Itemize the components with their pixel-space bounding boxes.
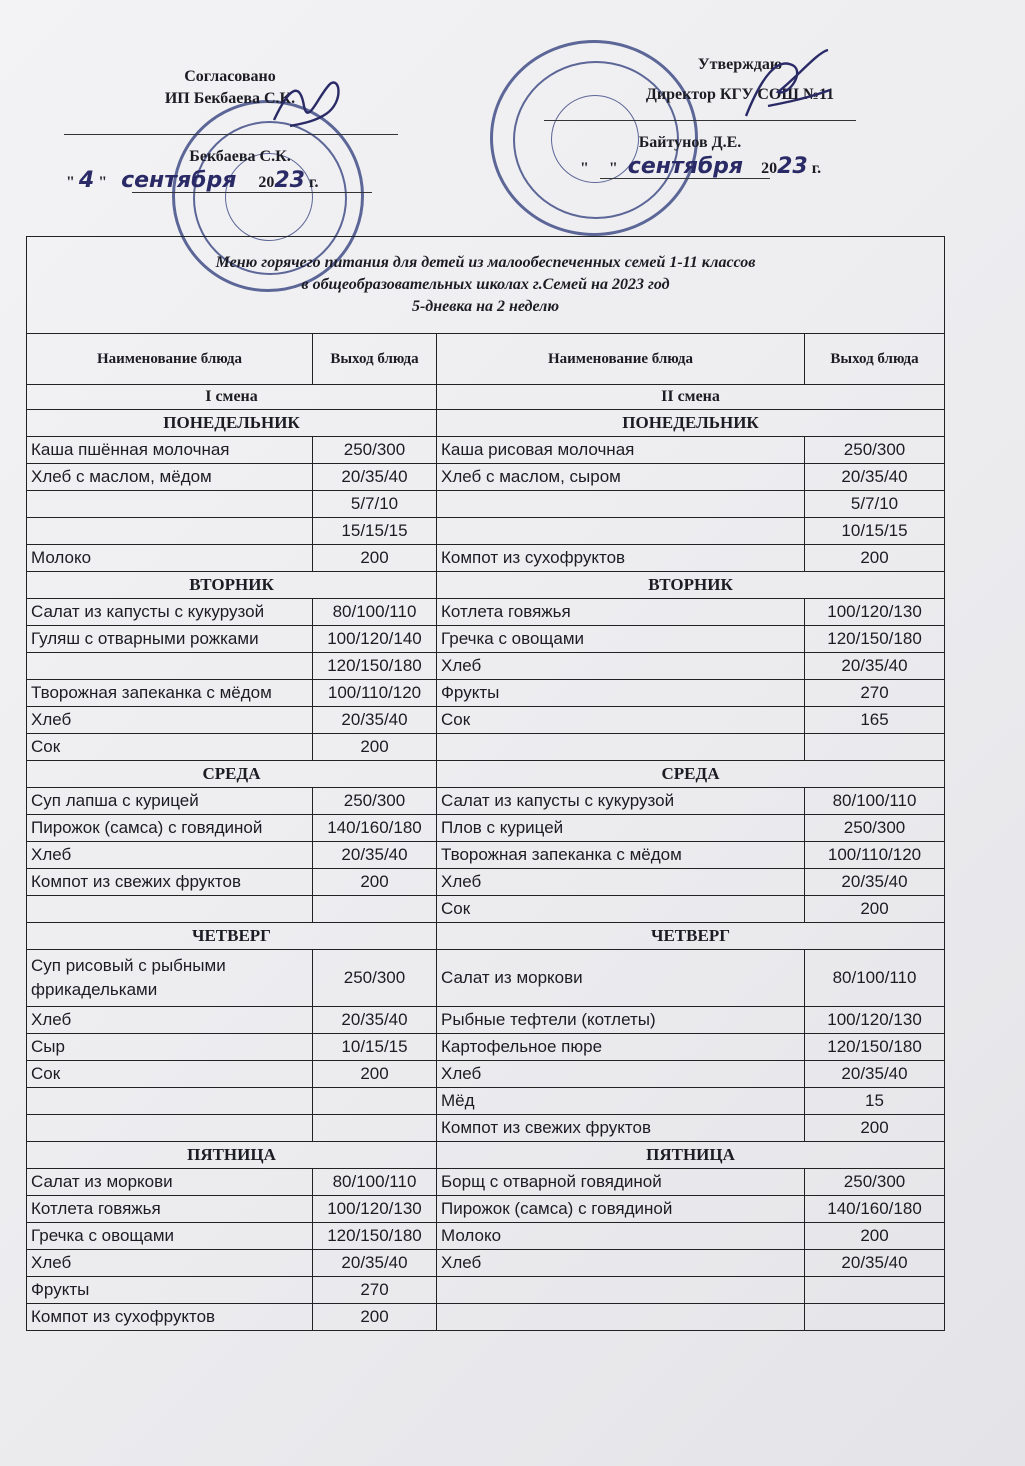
dish-first-shift: [27, 491, 313, 518]
output-first-shift: 15/15/15: [313, 518, 437, 545]
output-second-shift: [805, 734, 945, 761]
dish-second-shift: Хлеб: [437, 1061, 805, 1088]
dish-second-shift: [437, 1304, 805, 1331]
table-row: [27, 626, 945, 653]
day-header-row: [27, 761, 945, 788]
table-row: [27, 464, 945, 491]
output-second-shift: 120/150/180: [805, 626, 945, 653]
dish-second-shift: Хлеб: [437, 869, 805, 896]
dish-second-shift: Рыбные тефтели (котлеты): [437, 1007, 805, 1034]
dish-first-shift: [27, 896, 313, 923]
table-row: [27, 1034, 945, 1061]
table-row: [27, 788, 945, 815]
day-header-row: [27, 572, 945, 599]
output-first-shift: 200: [313, 1061, 437, 1088]
dish-second-shift: Компот из свежих фруктов: [437, 1115, 805, 1142]
signer-right: Байтунов Д.Е.: [638, 134, 742, 151]
dish-first-shift: Компот из свежих фруктов: [27, 869, 313, 896]
output-first-shift: 100/120/140: [313, 626, 437, 653]
output-second-shift: 20/35/40: [805, 869, 945, 896]
dish-second-shift: Творожная запеканка с мёдом: [437, 842, 805, 869]
dish-second-shift: Хлеб: [437, 653, 805, 680]
output-second-shift: 200: [805, 545, 945, 572]
table-row: [27, 1250, 945, 1277]
dish-second-shift: [437, 1277, 805, 1304]
table-row: [27, 1061, 945, 1088]
output-second-shift: [805, 1277, 945, 1304]
col-output-right: Выход блюда: [805, 334, 945, 385]
table-row: [27, 1007, 945, 1034]
day-header-row: [27, 1142, 945, 1169]
output-first-shift: 200: [313, 869, 437, 896]
output-second-shift: 100/120/130: [805, 599, 945, 626]
agreed-label: Согласовано: [184, 68, 276, 85]
table-row: [27, 1304, 945, 1331]
dish-first-shift: Сок: [27, 734, 313, 761]
output-second-shift: 15: [805, 1088, 945, 1115]
dish-second-shift: Пирожок (самса) с говядиной: [437, 1196, 805, 1223]
menu-table: [26, 236, 945, 1331]
shift-second: II смена: [437, 385, 945, 410]
output-first-shift: 250/300: [313, 788, 437, 815]
dish-first-shift: Хлеб: [27, 1250, 313, 1277]
date-line-right: " " сентября 2023 г.: [580, 154, 822, 179]
dish-first-shift: Салат из моркови: [27, 1169, 313, 1196]
dish-first-shift: Фрукты: [27, 1277, 313, 1304]
dish-first-shift: [27, 518, 313, 545]
output-second-shift: 10/15/15: [805, 518, 945, 545]
output-first-shift: [313, 1088, 437, 1115]
dish-first-shift: Компот из сухофруктов: [27, 1304, 313, 1331]
dish-first-shift: [27, 653, 313, 680]
dish-second-shift: Гречка с овощами: [437, 626, 805, 653]
day-name-first-shift: ПОНЕДЕЛЬНИК: [27, 410, 437, 437]
day-name-first-shift: ЧЕТВЕРГ: [27, 923, 437, 950]
dish-first-shift: Гуляш с отварными рожками: [27, 626, 313, 653]
day-name-second-shift: СРЕДА: [437, 761, 945, 788]
dish-first-shift: Котлета говяжья: [27, 1196, 313, 1223]
dish-second-shift: Котлета говяжья: [437, 599, 805, 626]
dish-second-shift: Мёд: [437, 1088, 805, 1115]
shift-row: [27, 385, 945, 410]
dish-second-shift: Хлеб: [437, 1250, 805, 1277]
table-row: [27, 842, 945, 869]
output-first-shift: 20/35/40: [313, 464, 437, 491]
signature-left: [270, 76, 350, 136]
date-underline-right: [600, 178, 770, 179]
table-row: [27, 1169, 945, 1196]
output-first-shift: 200: [313, 734, 437, 761]
output-first-shift: 20/35/40: [313, 1007, 437, 1034]
table-row: [27, 1223, 945, 1250]
dish-second-shift: [437, 734, 805, 761]
output-second-shift: 20/35/40: [805, 1061, 945, 1088]
col-output-left: Выход блюда: [313, 334, 437, 385]
dish-first-shift: Хлеб: [27, 1007, 313, 1034]
dish-first-shift: Каша пшённая молочная: [27, 437, 313, 464]
output-second-shift: 20/35/40: [805, 653, 945, 680]
dish-second-shift: Сок: [437, 707, 805, 734]
day-name-first-shift: ВТОРНИК: [27, 572, 437, 599]
day-name-second-shift: ПОНЕДЕЛЬНИК: [437, 410, 945, 437]
output-second-shift: 80/100/110: [805, 788, 945, 815]
table-row: [27, 1115, 945, 1142]
dish-second-shift: Молоко: [437, 1223, 805, 1250]
output-second-shift: 20/35/40: [805, 464, 945, 491]
output-first-shift: 200: [313, 1304, 437, 1331]
dish-second-shift: Компот из сухофруктов: [437, 545, 805, 572]
dish-first-shift: Салат из капусты с кукурузой: [27, 599, 313, 626]
output-first-shift: 100/120/130: [313, 1196, 437, 1223]
col-dish-left: Наименование блюда: [27, 334, 313, 385]
output-second-shift: 200: [805, 896, 945, 923]
table-row: [27, 599, 945, 626]
dish-first-shift: Сок: [27, 1061, 313, 1088]
dish-second-shift: Салат из моркови: [437, 950, 805, 1007]
col-dish-right: Наименование блюда: [437, 334, 805, 385]
table-row: [27, 896, 945, 923]
dish-second-shift: Каша рисовая молочная: [437, 437, 805, 464]
dish-first-shift: [27, 1115, 313, 1142]
dish-second-shift: Картофельное пюре: [437, 1034, 805, 1061]
handwritten-month-right: сентября: [627, 154, 744, 179]
dish-first-shift: Молоко: [27, 545, 313, 572]
table-row: [27, 680, 945, 707]
output-first-shift: 200: [313, 545, 437, 572]
table-row: [27, 1088, 945, 1115]
dish-second-shift: [437, 491, 805, 518]
shift-first: I смена: [27, 385, 437, 410]
date-underline-left: [132, 192, 372, 193]
handwritten-month-left: сентября: [121, 168, 237, 193]
output-first-shift: 250/300: [313, 437, 437, 464]
table-row: [27, 815, 945, 842]
output-first-shift: 80/100/110: [313, 599, 437, 626]
output-first-shift: 100/110/120: [313, 680, 437, 707]
output-first-shift: 140/160/180: [313, 815, 437, 842]
output-first-shift: [313, 896, 437, 923]
dish-first-shift: Хлеб: [27, 707, 313, 734]
output-second-shift: 250/300: [805, 815, 945, 842]
dish-first-shift: Суп рисовый с рыбными фрикадельками: [27, 950, 313, 1007]
dish-first-shift: Пирожок (самса) с говядиной: [27, 815, 313, 842]
dish-second-shift: Плов с курицей: [437, 815, 805, 842]
table-row: [27, 491, 945, 518]
handwritten-day-left: 4: [78, 168, 95, 193]
menu-title: Меню горячего питания для детей из малообеспеченных семей 1-11 классов в общеобразовательных школах г.Семей на 2023 год 5-дневка на 2 неделю: [27, 237, 945, 334]
dish-second-shift: Хлеб с маслом, сыром: [437, 464, 805, 491]
table-row: [27, 1196, 945, 1223]
table-row: [27, 437, 945, 464]
table-row: [27, 653, 945, 680]
dish-second-shift: Салат из капусты с кукурузой: [437, 788, 805, 815]
dish-first-shift: Творожная запеканка с мёдом: [27, 680, 313, 707]
day-name-first-shift: СРЕДА: [27, 761, 437, 788]
dish-first-shift: Хлеб с маслом, мёдом: [27, 464, 313, 491]
dish-first-shift: [27, 1088, 313, 1115]
output-first-shift: 250/300: [313, 950, 437, 1007]
output-first-shift: 80/100/110: [313, 1169, 437, 1196]
day-header-row: [27, 923, 945, 950]
table-row: [27, 707, 945, 734]
day-name-first-shift: ПЯТНИЦА: [27, 1142, 437, 1169]
output-first-shift: 20/35/40: [313, 842, 437, 869]
table-row: [27, 545, 945, 572]
table-row: [27, 734, 945, 761]
output-second-shift: 100/120/130: [805, 1007, 945, 1034]
output-first-shift: 20/35/40: [313, 1250, 437, 1277]
dish-second-shift: Борщ с отварной говядиной: [437, 1169, 805, 1196]
output-second-shift: 270: [805, 680, 945, 707]
dish-second-shift: [437, 518, 805, 545]
dish-first-shift: Хлеб: [27, 842, 313, 869]
table-row: [27, 950, 945, 1007]
date-line-left: " 4 " сентября 2023 г.: [66, 168, 319, 193]
output-second-shift: 250/300: [805, 1169, 945, 1196]
table-row: [27, 869, 945, 896]
output-second-shift: [805, 1304, 945, 1331]
table-row: [27, 1277, 945, 1304]
output-second-shift: 5/7/10: [805, 491, 945, 518]
signature-right: [738, 46, 838, 126]
output-second-shift: 80/100/110: [805, 950, 945, 1007]
output-first-shift: 120/150/180: [313, 1223, 437, 1250]
output-first-shift: 120/150/180: [313, 653, 437, 680]
day-name-second-shift: ЧЕТВЕРГ: [437, 923, 945, 950]
agreed-org: ИП Бекбаева С.К.: [164, 90, 296, 107]
approved-label: Утверждаю: [697, 56, 783, 73]
approved-org: Директор КГУ СОШ №11: [645, 86, 835, 103]
output-second-shift: 140/160/180: [805, 1196, 945, 1223]
output-second-shift: 165: [805, 707, 945, 734]
output-second-shift: 120/150/180: [805, 1034, 945, 1061]
dish-first-shift: Сыр: [27, 1034, 313, 1061]
dish-second-shift: Сок: [437, 896, 805, 923]
output-second-shift: 200: [805, 1223, 945, 1250]
output-second-shift: 250/300: [805, 437, 945, 464]
output-first-shift: 270: [313, 1277, 437, 1304]
output-second-shift: 100/110/120: [805, 842, 945, 869]
output-first-shift: 20/35/40: [313, 707, 437, 734]
day-name-second-shift: ВТОРНИК: [437, 572, 945, 599]
output-second-shift: 20/35/40: [805, 1250, 945, 1277]
output-first-shift: 5/7/10: [313, 491, 437, 518]
output-second-shift: 200: [805, 1115, 945, 1142]
day-name-second-shift: ПЯТНИЦА: [437, 1142, 945, 1169]
dish-first-shift: Суп лапша с курицей: [27, 788, 313, 815]
table-row: [27, 518, 945, 545]
title-row: [27, 237, 945, 334]
output-first-shift: [313, 1115, 437, 1142]
output-first-shift: 10/15/15: [313, 1034, 437, 1061]
column-header-row: [27, 334, 945, 385]
dish-first-shift: Гречка с овощами: [27, 1223, 313, 1250]
dish-second-shift: Фрукты: [437, 680, 805, 707]
signer-left: Бекбаева С.К.: [189, 148, 291, 165]
day-header-row: [27, 410, 945, 437]
